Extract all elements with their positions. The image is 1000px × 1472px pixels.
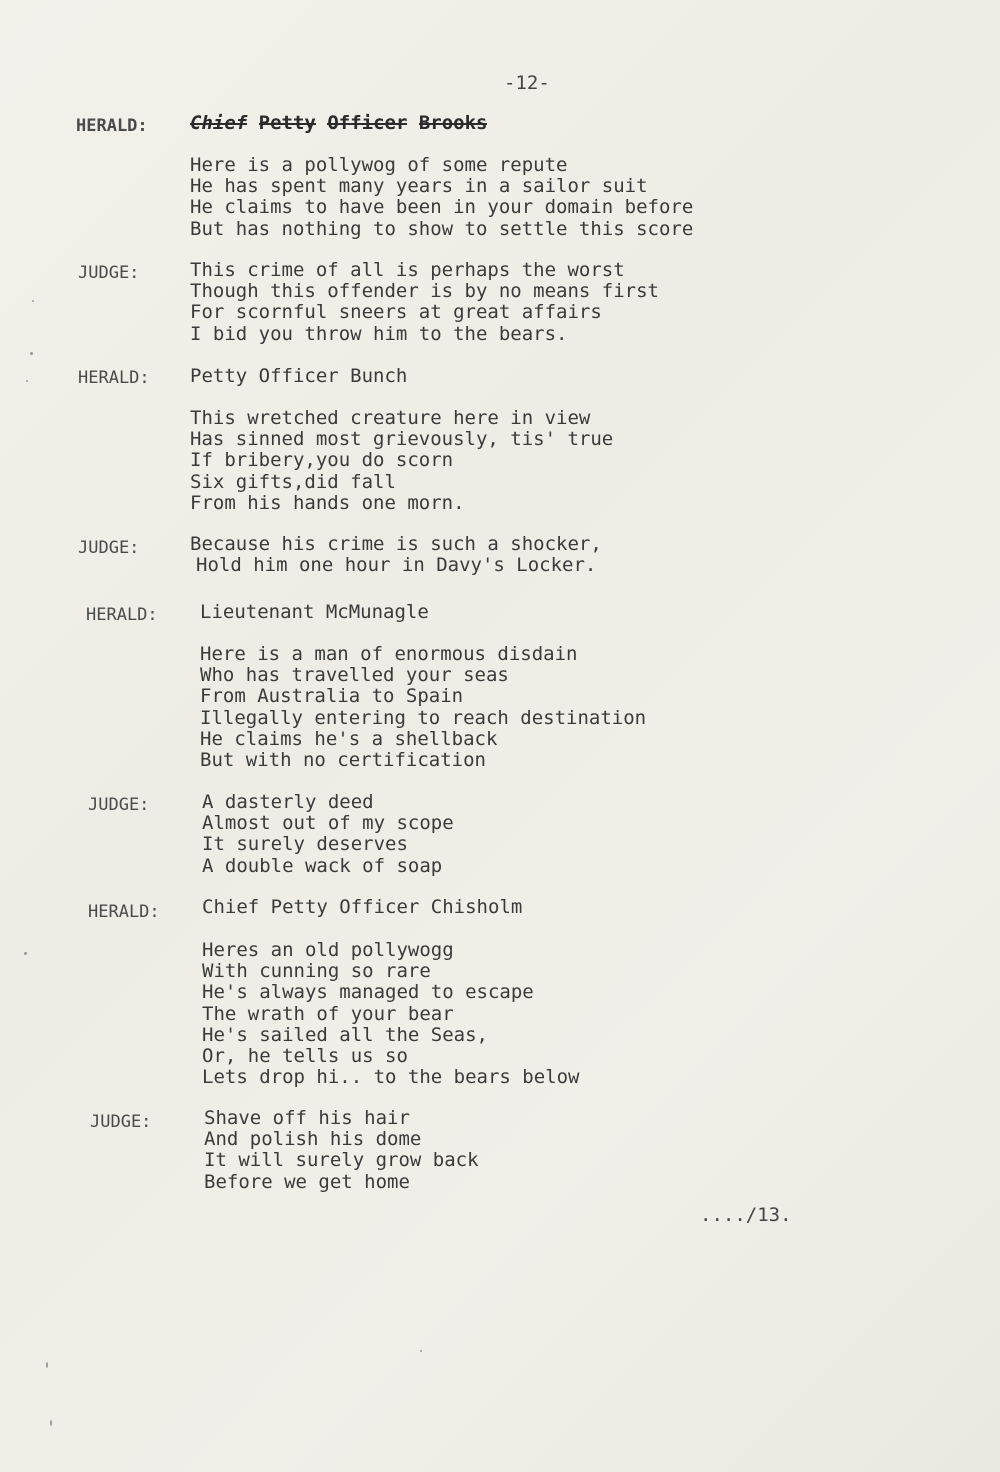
paper-speck	[26, 380, 28, 382]
verse-line: With cunning so rare	[202, 960, 431, 983]
verse-block	[190, 408, 613, 514]
speaker-label-herald: HERALD:	[76, 116, 148, 136]
verse-line: Who has travelled your seas	[200, 664, 509, 687]
verse-line: And polish his dome	[204, 1128, 422, 1151]
paper-speck	[420, 1350, 422, 1352]
verse-line: Shave off his hair	[204, 1107, 410, 1129]
verse-line: Here is a man of enormous disdain	[200, 643, 578, 665]
verse-line: From his hands one morn.	[190, 491, 465, 514]
verse-line: Lets drop hi.. to the bears below	[202, 1066, 580, 1089]
verse-line: He claims he's a shellback	[200, 727, 498, 750]
verse-line: Six gifts,did fall	[190, 470, 396, 493]
herald-name: Chief Petty Officer Chisholm	[202, 896, 523, 918]
paper-speck	[32, 300, 34, 302]
verse-block	[202, 940, 580, 1088]
verse-line: Though this offender is by no means first	[190, 280, 659, 303]
herald-name-line	[190, 113, 487, 134]
verse-line: A dasterly deed	[202, 791, 374, 813]
speaker-label-herald: HERALD:	[78, 368, 150, 388]
continuation-marker: ..../13.	[700, 1204, 792, 1226]
verse-line: Or, he tells us so	[202, 1044, 408, 1067]
verse-line: It surely deserves	[202, 833, 408, 856]
paper-speck	[30, 352, 33, 355]
verse-line: Because his crime is such a shocker,	[190, 533, 602, 555]
verse-line: For scornful sneers at great affairs	[190, 301, 602, 324]
name-part-struck: Officer	[327, 112, 408, 134]
page-number: -12-	[504, 72, 550, 94]
verse-line: Before we get home	[204, 1170, 410, 1193]
verse-block	[190, 534, 602, 576]
verse-line: This wretched creature here in view	[190, 407, 591, 429]
verse-block	[190, 260, 659, 345]
verse-line: If bribery,you do scorn	[190, 449, 454, 472]
speaker-label-judge: JUDGE:	[88, 795, 150, 815]
verse-block	[190, 155, 693, 240]
speaker-label-judge: JUDGE:	[90, 1112, 152, 1132]
verse-block	[204, 1108, 479, 1193]
verse-line: He claims to have been in your domain before	[190, 196, 694, 219]
verse-line: Hold him one hour in Davy's Locker.	[196, 554, 597, 577]
verse-line: Has sinned most grievously, tis' true	[190, 428, 614, 451]
paper-speck	[24, 952, 27, 955]
verse-line: He's always managed to escape	[202, 981, 534, 1004]
verse-line: Illegally entering to reach destination	[200, 706, 647, 729]
speaker-label-judge: JUDGE:	[78, 538, 140, 558]
speaker-label-herald: HERALD:	[88, 902, 160, 922]
speaker-label-judge: JUDGE:	[78, 263, 140, 283]
speaker-label-herald: HERALD:	[86, 605, 158, 625]
paper-speck	[46, 1362, 48, 1368]
verse-block	[200, 644, 646, 771]
verse-block	[202, 792, 454, 877]
verse-line: I bid you throw him to the bears.	[190, 322, 568, 345]
verse-line: It will surely grow back	[204, 1149, 479, 1172]
verse-line: This crime of all is perhaps the worst	[190, 259, 625, 281]
name-part: Chief	[190, 112, 248, 134]
verse-line: He has spent many years in a sailor suit	[190, 175, 648, 198]
verse-line: A double wack of soap	[202, 854, 443, 877]
verse-line: But with no certification	[200, 748, 486, 771]
verse-line: Heres an old pollywogg	[202, 939, 454, 961]
name-part-struck: Petty	[258, 112, 316, 134]
verse-line: The wrath of your bear	[202, 1002, 454, 1025]
herald-name: Lieutenant McMunagle	[200, 601, 429, 623]
herald-name: Petty Officer Bunch	[190, 365, 408, 387]
verse-line: From Australia to Spain	[200, 685, 464, 708]
paper-speck	[50, 1420, 52, 1426]
name-part-struck: Brooks	[418, 112, 488, 134]
verse-line: Almost out of my scope	[202, 812, 454, 835]
verse-line: But has nothing to show to settle this score	[190, 217, 694, 240]
verse-line: Here is a pollywog of some repute	[190, 154, 568, 176]
verse-line: He's sailed all the Seas,	[202, 1023, 488, 1046]
